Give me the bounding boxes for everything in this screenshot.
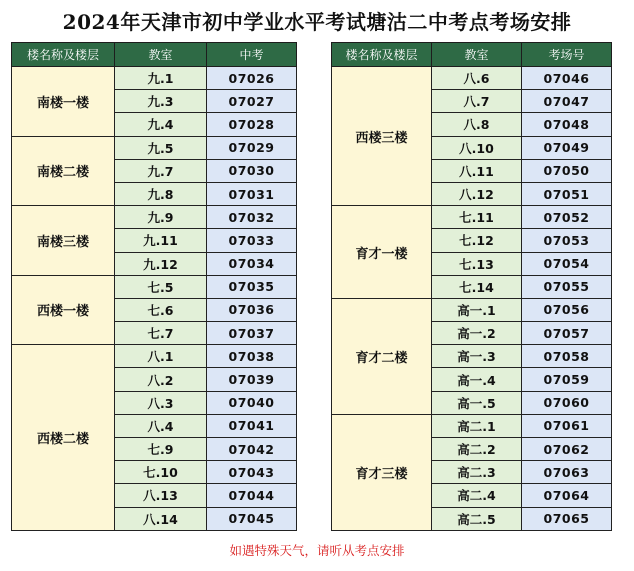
classroom-cell: 高二.1 [432,414,522,437]
exam-room-cell: 07060 [522,391,612,414]
exam-room-cell: 07055 [522,275,612,298]
classroom-cell: 高一.4 [432,368,522,391]
exam-room-cell: 07047 [522,90,612,113]
header-floor: 楼名称及楼层 [12,43,115,67]
classroom-cell: 九.4 [115,113,207,136]
classroom-cell: 八.3 [115,391,207,414]
classroom-cell: 八.1 [115,345,207,368]
exam-room-cell: 07046 [522,67,612,90]
exam-room-cell: 07063 [522,461,612,484]
header-classroom: 教室 [432,43,522,67]
exam-room-cell: 07026 [207,67,297,90]
classroom-cell: 八.6 [432,67,522,90]
exam-room-cell: 07035 [207,275,297,298]
classroom-cell: 八.10 [432,136,522,159]
classroom-cell: 七.10 [115,461,207,484]
table-row [332,67,612,90]
table-row [12,345,297,368]
exam-room-cell: 07041 [207,414,297,437]
table-row [332,414,612,437]
exam-room-cell: 07029 [207,136,297,159]
exam-room-cell: 07028 [207,113,297,136]
exam-room-cell: 07050 [522,159,612,182]
classroom-cell: 七.11 [432,206,522,229]
exam-room-cell: 07056 [522,298,612,321]
classroom-cell: 七.7 [115,322,207,345]
exam-room-cell: 07043 [207,461,297,484]
classroom-cell: 高一.5 [432,391,522,414]
table-header-row [12,43,297,67]
exam-room-cell: 07030 [207,159,297,182]
classroom-cell: 高二.3 [432,461,522,484]
left-schedule-table [11,42,297,531]
table-header-row [332,43,612,67]
exam-room-cell: 07048 [522,113,612,136]
exam-room-cell: 07044 [207,484,297,507]
exam-room-cell: 07032 [207,206,297,229]
floor-cell: 南楼二楼 [12,136,115,206]
floor-cell: 育才二楼 [332,298,432,414]
exam-room-cell: 07059 [522,368,612,391]
exam-room-cell: 07058 [522,345,612,368]
classroom-cell: 七.13 [432,252,522,275]
exam-room-cell: 07051 [522,182,612,205]
classroom-cell: 八.13 [115,484,207,507]
classroom-cell: 七.5 [115,275,207,298]
classroom-cell: 七.9 [115,438,207,461]
right-schedule-table [331,42,612,531]
classroom-cell: 九.7 [115,159,207,182]
exam-room-cell: 07038 [207,345,297,368]
table-row [12,136,297,159]
classroom-cell: 九.8 [115,182,207,205]
classroom-cell: 八.11 [432,159,522,182]
exam-room-cell: 07061 [522,414,612,437]
page-title: 2024年天津市初中学业水平考试塘沽二中考点考场安排 [62,10,572,34]
classroom-cell: 高二.4 [432,484,522,507]
header-floor: 楼名称及楼层 [332,43,432,67]
exam-room-cell: 07057 [522,322,612,345]
exam-room-cell: 07037 [207,322,297,345]
classroom-cell: 九.1 [115,67,207,90]
classroom-cell: 高一.2 [432,322,522,345]
table-row [332,298,612,321]
table-row [332,206,612,229]
classroom-cell: 八.14 [115,507,207,530]
classroom-cell: 八.4 [115,414,207,437]
table-row [12,67,297,90]
exam-room-cell: 07064 [522,484,612,507]
classroom-cell: 八.7 [432,90,522,113]
classroom-cell: 九.3 [115,90,207,113]
header-classroom: 教室 [115,43,207,67]
exam-room-cell: 07033 [207,229,297,252]
exam-room-cell: 07031 [207,182,297,205]
floor-cell: 西楼二楼 [12,345,115,531]
classroom-cell: 高一.1 [432,298,522,321]
exam-room-cell: 07065 [522,507,612,530]
floor-cell: 西楼三楼 [332,67,432,206]
classroom-cell: 七.14 [432,275,522,298]
exam-room-cell: 07036 [207,298,297,321]
classroom-cell: 九.9 [115,206,207,229]
exam-room-cell: 07054 [522,252,612,275]
exam-room-cell: 07053 [522,229,612,252]
exam-room-cell: 07042 [207,438,297,461]
classroom-cell: 高一.3 [432,345,522,368]
floor-cell: 育才三楼 [332,414,432,530]
floor-cell: 南楼一楼 [12,67,115,137]
exam-room-cell: 07034 [207,252,297,275]
exam-room-cell: 07039 [207,368,297,391]
classroom-cell: 七.12 [432,229,522,252]
classroom-cell: 七.6 [115,298,207,321]
exam-room-cell: 07062 [522,438,612,461]
exam-room-cell: 07027 [207,90,297,113]
classroom-cell: 九.11 [115,229,207,252]
classroom-cell: 高二.5 [432,507,522,530]
weather-note: 如遇特殊天气，请听从考点安排 [229,543,405,558]
table-row [12,275,297,298]
floor-cell: 南楼三楼 [12,206,115,276]
exam-room-cell: 07040 [207,391,297,414]
header-exam-room: 考场号 [522,43,612,67]
floor-cell: 育才一楼 [332,206,432,299]
classroom-cell: 高二.2 [432,438,522,461]
classroom-cell: 八.12 [432,182,522,205]
classroom-cell: 九.5 [115,136,207,159]
table-row [12,206,297,229]
exam-room-cell: 07052 [522,206,612,229]
classroom-cell: 八.2 [115,368,207,391]
classroom-cell: 九.12 [115,252,207,275]
header-exam-room: 中考 [207,43,297,67]
exam-room-cell: 07049 [522,136,612,159]
floor-cell: 西楼一楼 [12,275,115,345]
exam-room-cell: 07045 [207,507,297,530]
classroom-cell: 八.8 [432,113,522,136]
